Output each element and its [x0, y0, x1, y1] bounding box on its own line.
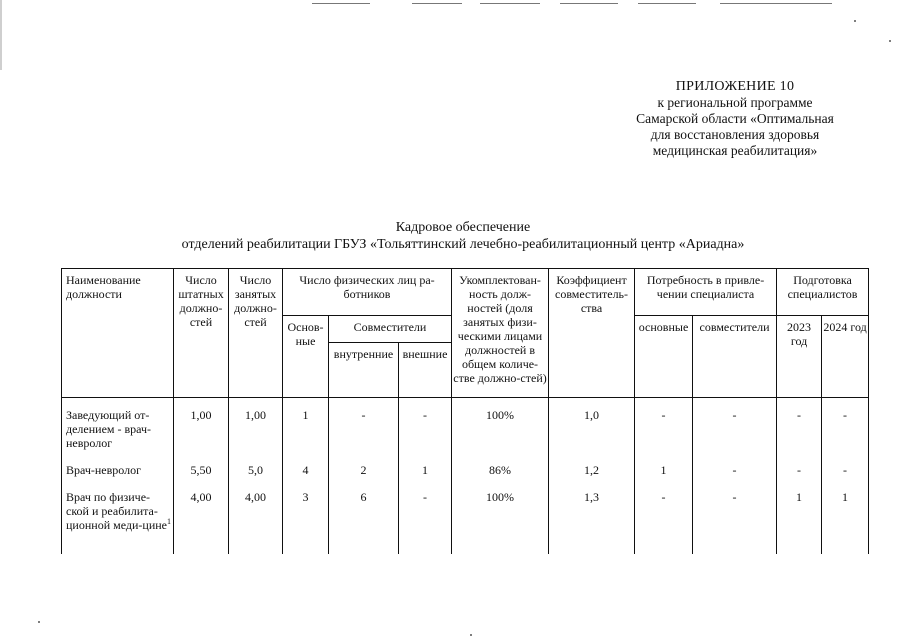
staffing-table: [61, 268, 869, 554]
cell-need-part: -: [693, 454, 777, 481]
cell-staff: 5,50: [174, 454, 229, 481]
cell-main: 4: [283, 454, 329, 481]
cell-need-main: 1: [635, 454, 693, 481]
header-main: Основ-ные: [283, 316, 329, 398]
header-need-main: основные: [635, 316, 693, 398]
cell-need-main: -: [635, 398, 693, 455]
cell-2024: -: [822, 398, 869, 455]
scan-speck: [38, 621, 40, 623]
scan-speck: [470, 634, 472, 636]
header-part-time-ratio: Коэффициент совместитель-ства: [549, 269, 635, 398]
scan-artifact-line: [638, 3, 696, 4]
cell-2024: -: [822, 454, 869, 481]
scan-artifact-line: [312, 3, 370, 4]
document-title-line: отделений реабилитации ГБУЗ «Тольяттинский лечебно-реабилитационный центр «Ариадна»: [181, 237, 745, 252]
cell-need-main: -: [635, 481, 693, 554]
appendix-title: ПРИЛОЖЕНИЕ 10: [675, 79, 795, 94]
scan-artifact-line: [560, 3, 618, 4]
cell-position-name: Врач-невролог: [62, 454, 174, 481]
cell-external: -: [399, 481, 452, 554]
cell-2023: -: [777, 398, 822, 455]
scan-speck: [854, 20, 856, 22]
header-need-part: совместители: [693, 316, 777, 398]
cell-ratio: 1,0: [549, 398, 635, 455]
header-position-name: Наименование должности: [62, 269, 174, 398]
document-title-line: Кадровое обеспечение: [395, 220, 531, 235]
scan-artifact-line: [412, 3, 462, 4]
header-year-2023: 2023 год: [777, 316, 822, 398]
footnote-marker: 1: [167, 517, 171, 526]
cell-position-name: Врач по физиче-ской и реабилита-ционной меди-цине$^1$: [62, 481, 174, 554]
scan-artifact-line: [480, 3, 540, 4]
cell-occupied: 1,00: [229, 398, 283, 455]
header-individuals: Число физических лиц ра-ботников: [283, 269, 452, 316]
header-training: Подготовка специалистов: [777, 269, 869, 316]
scan-edge-shadow: [0, 0, 2, 70]
cell-external: -: [399, 398, 452, 455]
header-occupied-positions: Число занятых должно-стей: [229, 269, 283, 398]
cell-2023: 1: [777, 481, 822, 554]
header-need: Потребность в привле-чении специалиста: [635, 269, 777, 316]
cell-main: 1: [283, 398, 329, 455]
cell-need-part: -: [693, 398, 777, 455]
table-row: [62, 481, 869, 554]
header-staffing-level: Укомплектован-ность долж-ностей (доля занятых физи-ческими лицами должностей в общем количе-стве должно-стей): [452, 269, 549, 398]
cell-occupied: 5,0: [229, 454, 283, 481]
header-part-timers: Совместители: [329, 316, 452, 343]
table-row: [62, 398, 869, 455]
appendix-line: Самарской области «Оптимальная: [636, 111, 834, 126]
cell-need-part: -: [693, 481, 777, 554]
header-staff-positions: Число штатных должно-стей: [174, 269, 229, 398]
cell-internal: 2: [329, 454, 399, 481]
appendix-header: [600, 79, 870, 159]
cell-main: 3: [283, 481, 329, 554]
appendix-line: к региональной программе: [657, 95, 813, 110]
scan-speck: [889, 40, 891, 42]
cell-internal: -: [329, 398, 399, 455]
header-year-2024: 2024 год: [822, 316, 869, 398]
header-external: внешние: [399, 343, 452, 398]
table-row: [62, 454, 869, 481]
cell-ratio: 1,2: [549, 454, 635, 481]
cell-staff: 1,00: [174, 398, 229, 455]
cell-occupied: 4,00: [229, 481, 283, 554]
cell-staffing: 100%: [452, 398, 549, 455]
cell-ratio: 1,3: [549, 481, 635, 554]
cell-position-name: Заведующий от-делением - врач-невролог: [62, 398, 174, 455]
cell-2023: -: [777, 454, 822, 481]
cell-internal: 6: [329, 481, 399, 554]
cell-staffing: 100%: [452, 481, 549, 554]
header-internal: внутренние: [329, 343, 399, 398]
document-title: [60, 219, 866, 253]
appendix-line: медицинская реабилитация»: [652, 143, 818, 158]
cell-staffing: 86%: [452, 454, 549, 481]
appendix-line: для восстановления здоровья: [650, 127, 820, 142]
cell-external: 1: [399, 454, 452, 481]
cell-2024: 1: [822, 481, 869, 554]
scan-artifact-line: [720, 3, 832, 4]
cell-staff: 4,00: [174, 481, 229, 554]
